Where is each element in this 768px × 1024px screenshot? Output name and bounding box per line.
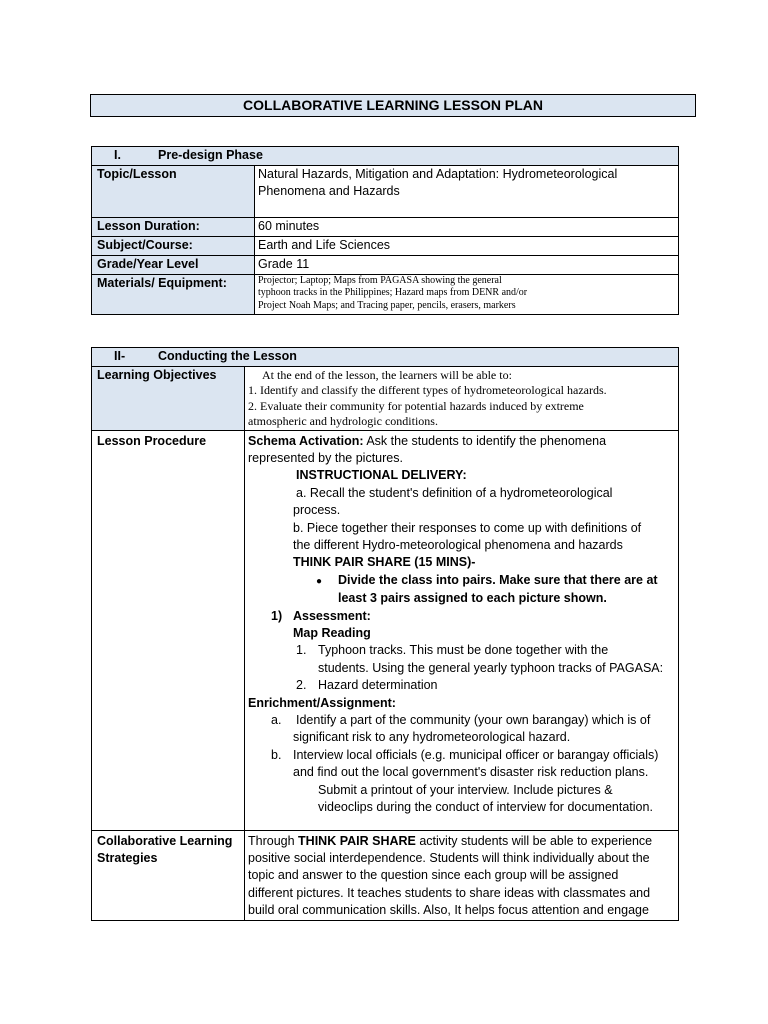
materials-label: Materials/ Equipment:: [92, 274, 255, 314]
objectives-value: At the end of the lesson, the learners will be able to: 1. Identify and classify the different types of hydrometeorological hazards. 2. Evaluate their community for potential hazards induced by extreme atmospheric and hydrologic conditions.: [245, 366, 679, 430]
conducting-table: [91, 347, 679, 921]
duration-value: 60 minutes: [255, 217, 679, 236]
section1-heading: I. Pre-design Phase: [92, 147, 679, 166]
predesign-table: [91, 146, 679, 315]
grade-label: Grade/Year Level: [92, 255, 255, 274]
grade-value: Grade 11: [255, 255, 679, 274]
subject-label: Subject/Course:: [92, 236, 255, 255]
strategies-label: Collaborative Learning Strategies: [92, 830, 245, 920]
strategies-value: Through THINK PAIR SHARE activity students will be able to experience positive social interdependence. Students will think individually about the topic and answer to the question since each group will be assigned different pictures. It teaches students to share ideas with classmates and build oral communication skills. Also, It helps focus attention and engage: [245, 830, 679, 920]
objectives-label: Learning Objectives: [92, 366, 245, 430]
page-title: COLLABORATIVE LEARNING LESSON PLAN: [90, 94, 696, 117]
duration-label: Lesson Duration:: [92, 217, 255, 236]
subject-value: Earth and Life Sciences: [255, 236, 679, 255]
procedure-label: Lesson Procedure: [92, 430, 245, 830]
topic-value: Natural Hazards, Mitigation and Adaptation: Hydrometeorological Phenomena and Hazards: [255, 165, 679, 217]
topic-label: Topic/Lesson: [92, 165, 255, 217]
procedure-value: Schema Activation: Ask the students to identify the phenomena represented by the pictures. INSTRUCTIONAL DELIVERY: a. Recall the student's definition of a hydrometeorological process. b. Piece together their responses to come up with definitions of the different Hydro-meteorological phenomena and hazards THINK PAIR SHARE (15 MINS)- ● Divide the class into pairs. Make sure that there are at least 3 pairs assigned to each picture shown. 1) Assessment: Map Reading 1. Typhoon tracks. This must be done together with the students. Using the general yearly typhoon tracks of PAGASA: 2. Hazard determination Enrichment/Assignment: a. Identify a part of the community (your own barangay) which is of significant risk to any hydrometeorological hazard. b. Interview local officials (e.g. municipal officer or barangay officials) and find out the local government's disaster risk reduction plans. Submit a printout of your interview. Include pictures & videoclips during the conduct of interview for documentation.: [245, 430, 679, 830]
section2-heading: II- Conducting the Lesson: [92, 348, 679, 367]
materials-value: Projector; Laptop; Maps from PAGASA showing the general typhoon tracks in the Philippines; Hazard maps from DENR and/or Project Noah Maps; and Tracing paper, pencils, erasers, markers: [255, 274, 679, 314]
